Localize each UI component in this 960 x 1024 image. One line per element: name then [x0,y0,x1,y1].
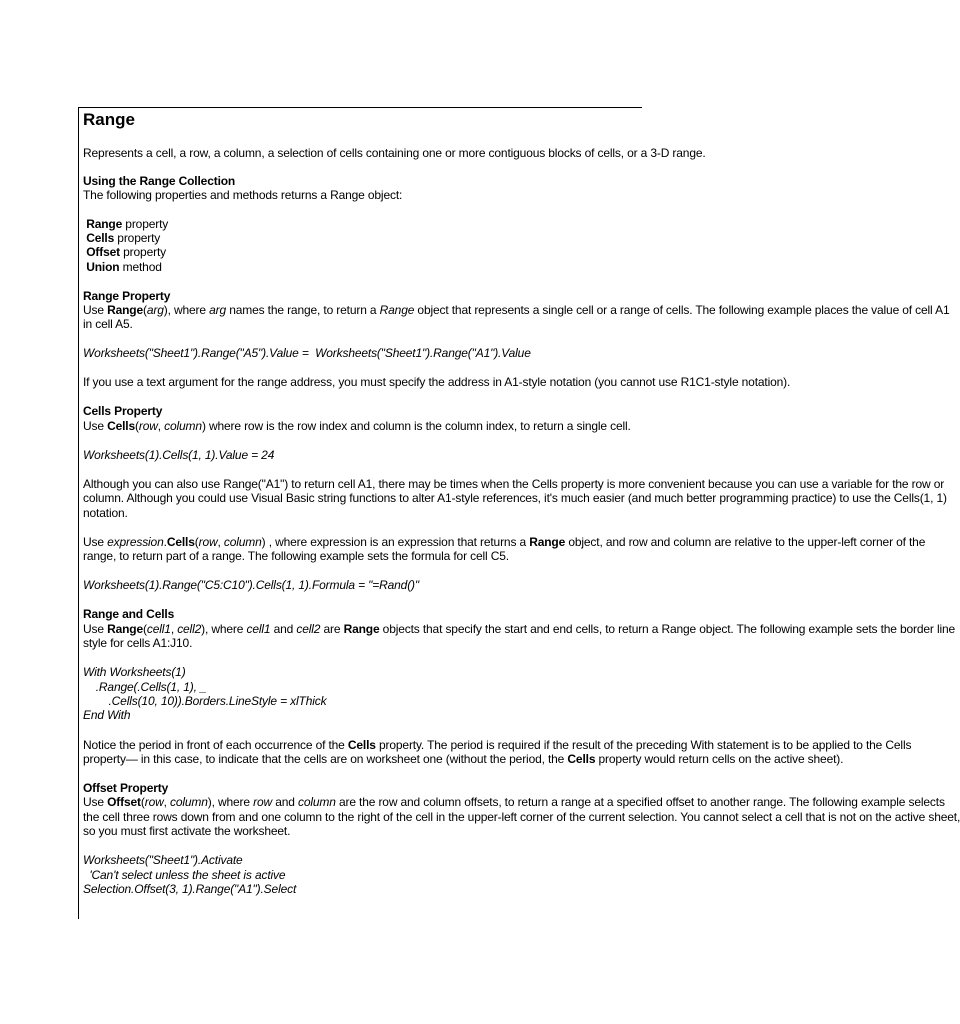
italic-text: Worksheets("Sheet1").Activate [83,853,243,867]
bold-text: Range [343,622,380,636]
bold-text: Cells [567,752,596,766]
text-line [83,708,130,722]
document-sheet [78,107,960,919]
text-segment: ), where [207,795,254,809]
text-line [83,810,960,824]
text-segment: property— in this case, to indicate that the cells are on worksheet one (without the period, the [83,752,568,766]
italic-text: arg [209,303,227,317]
italic-text: cell1 [146,622,171,636]
text-segment: object that represents a single cell or a range of cells. The following example places the value of cell A1 [414,303,950,317]
text-line [83,795,945,809]
italic-text: 'Can't select unless the sheet is active [83,868,286,882]
text-line [83,665,186,679]
text-segment: Use [83,622,108,636]
bold-text: Offset Property [83,781,169,795]
bold-text: Range [107,622,144,636]
text-line [83,535,925,549]
text-line [83,491,947,505]
text-line [83,188,402,202]
text-line [83,260,162,274]
italic-text: .Cells(10, 10)).Borders.LineStyle = xlThick [83,694,327,708]
text-line [83,622,955,636]
italic-text: arg [146,303,164,317]
text-line [83,317,133,331]
text-segment: Use [83,303,108,317]
text-line [83,680,206,694]
text-line [83,694,326,708]
page-title: Range [83,110,135,129]
bold-text: Range [529,535,566,549]
italic-text: row [144,795,164,809]
text-line [83,824,290,838]
text-segment: style for cells A1:J10. [83,636,193,650]
text-segment: ( [143,303,147,317]
bold-text: Range Property [83,289,171,303]
text-line [83,346,531,360]
text-line [83,882,296,896]
bold-text: Using the Range Collection [83,174,236,188]
bold-text: Cells [107,419,136,433]
text-line [83,174,235,188]
text-line [83,636,192,650]
italic-text: cell2 [177,622,202,636]
text-line [83,752,843,766]
text-line [83,781,168,795]
text-segment: Notice the period in front of each occurrence of the [83,738,348,752]
italic-text: Worksheets("Sheet1").Range("A5").Value = Worksheets("Sheet1").Range("A1").Value [83,346,531,360]
bold-text: Cells [86,231,115,245]
text-line [83,738,911,752]
text-line [83,375,790,389]
text-segment: are the row and column offsets, to return a range at a specified offset to another range. The following example selects [335,795,945,809]
text-segment: , [163,795,170,809]
text-line [83,506,128,520]
bold-text: Range [86,217,123,231]
text-line [83,448,274,462]
text-segment: If you use a text argument for the range address, you must specify the address in A1-style notation (you cannot use R1C1-style notation). [83,375,791,389]
text-segment: Represents a cell, a row, a column, a selection of cells containing one or more contiguous blocks of cells, or a 3-D range. [83,146,706,160]
italic-text: column [297,795,336,809]
text-line [83,578,419,592]
text-segment: property [119,245,166,259]
text-line [83,607,174,621]
italic-text: Selection.Offset(3, 1).Range("A1").Select [83,882,297,896]
text-line [83,549,509,563]
text-segment: in cell A5. [83,317,133,331]
text-line [83,868,285,882]
text-segment: are [320,622,344,636]
text-segment: notation. [83,506,128,520]
text-segment: property [122,217,169,231]
text-line [83,303,949,317]
text-segment: ( [194,535,199,549]
italic-text: column [223,535,262,549]
text-segment: column. Although you could use Visual Basic string functions to alter A1-style references, it's much easier (and much better programming practice) to use the Cells(1, 1) [83,491,947,505]
text-segment: ), where [201,622,247,636]
text-segment: and [270,622,297,636]
text-segment: Use [83,535,108,549]
bold-text: Range and Cells [83,607,175,621]
bold-text: Cells [166,535,195,549]
bold-text: Offset [107,795,141,809]
document-body [83,108,960,919]
text-segment: and [272,795,298,809]
italic-text: Worksheets(1).Cells(1, 1).Value = 24 [83,448,275,462]
text-segment: ) , where expression is an expression that returns a [261,535,530,549]
italic-text: Worksheets(1).Range("C5:C10").Cells(1, 1).Formula = "=Rand()" [83,578,420,592]
bold-text: Range [107,303,144,317]
text-line [83,477,944,491]
bold-text: Offset [86,245,120,259]
italic-text: End With [83,708,131,722]
text-segment: property would return cells on the active sheet). [595,752,844,766]
text-segment: so you must first activate the worksheet. [83,824,291,838]
text-segment: , [170,622,178,636]
italic-text: row [198,535,218,549]
text-line [83,245,166,259]
text-segment: Use [83,419,108,433]
text-segment: ), where [163,303,210,317]
text-segment: object, and row and column are relative to the upper-left corner of the [565,535,926,549]
italic-text: row [253,795,273,809]
text-line [83,419,631,433]
text-segment: , [157,419,165,433]
italic-text: row [138,419,158,433]
text-segment: . [163,535,167,549]
text-segment: ) where row is the row index and column is the column index, to return a single cell. [201,419,631,433]
italic-text: .Range(.Cells(1, 1), _ [83,680,207,694]
text-segment: ( [140,795,145,809]
text-segment: objects that specify the start and end cells, to return a Range object. The following example sets the border line [379,622,956,636]
text-segment: range, to return part of a range. The following example sets the formula for cell C5. [83,549,509,563]
text-segment: Although you can also use Range("A1") to return cell A1, there may be times when the Cells property is more convenient because you can use a variable for the row or [83,477,945,491]
text-segment: Use [83,795,108,809]
text-segment: The following properties and methods returns a Range object: [83,188,403,202]
text-segment: property. The period is required if the result of the preceding With statement is to be applied to the Cells [375,738,912,752]
text-line [83,289,170,303]
text-line [83,231,160,245]
italic-text: column [164,419,202,433]
italic-text: cell1 [246,622,271,636]
italic-text: column [169,795,208,809]
text-line [83,404,162,418]
bold-text: Union [86,260,120,274]
bold-text: Cells [347,738,376,752]
text-segment: method [119,260,162,274]
text-segment: ( [143,622,147,636]
italic-text: cell2 [296,622,321,636]
italic-text: With Worksheets(1) [83,665,186,679]
text-segment: names the range, to return a [226,303,380,317]
italic-text: expression [107,535,164,549]
text-line [83,853,243,867]
italic-text: Range [379,303,415,317]
text-line [83,146,706,160]
bold-text: Cells Property [83,404,163,418]
text-segment: , [217,535,224,549]
text-segment: ( [135,419,139,433]
text-segment: property [114,231,161,245]
text-segment: the cell three rows down from and one column to the right of the cell in the upper-left corner of the current selection. You cannot select a cell that is not on the active sheet, [83,810,960,824]
text-line [83,217,168,231]
